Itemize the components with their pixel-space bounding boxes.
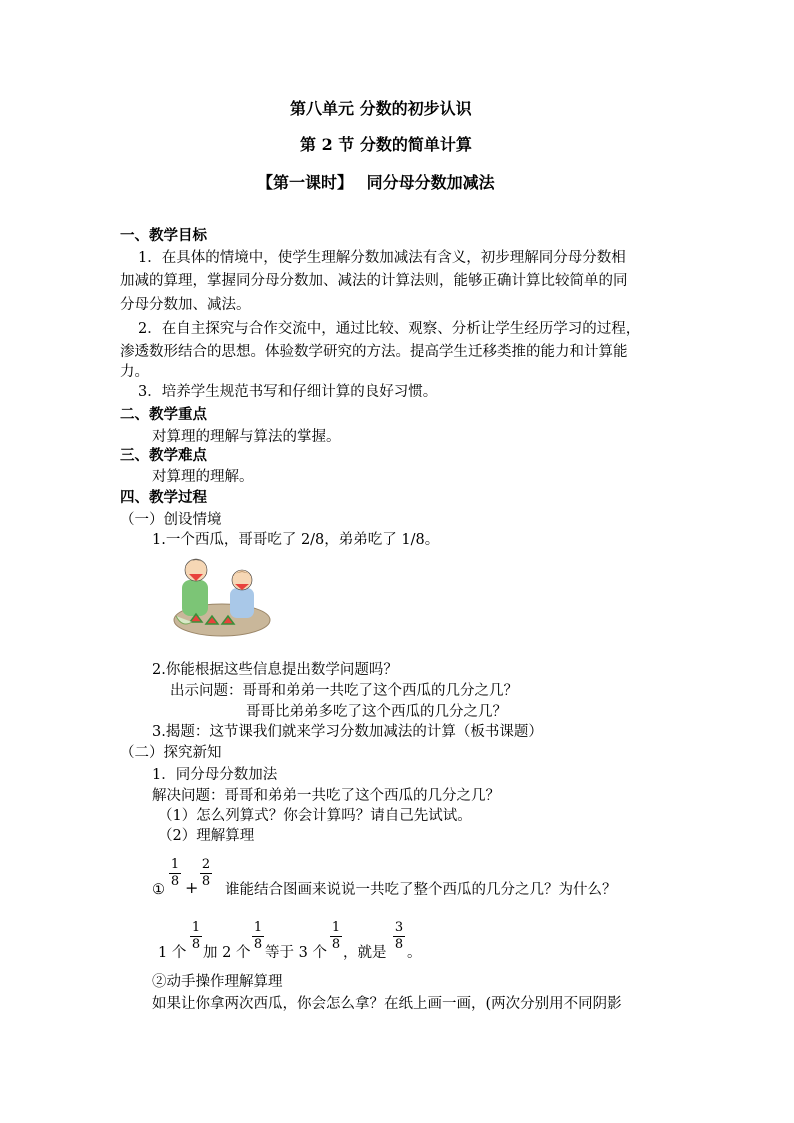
goal-1-line-2: 加减的算理，掌握同分母分数加、减法的计算法则，能够正确计算比较简单的同: [120, 273, 628, 289]
sum-fraction-4: $\frac{3}{8}$: [394, 920, 404, 952]
part-1-item-1: 1.一个西瓜，哥哥吃了 2/8，弟弟吃了 1/8。: [152, 532, 440, 548]
goal-3: 3．培养学生规范书写和仔细计算的良好习惯。: [138, 384, 438, 400]
unit-title: 第八单元 分数的初步认识: [290, 99, 472, 118]
circle-1-marker: ①: [152, 882, 165, 898]
sum-fraction-1: $\frac{1}{8}$: [191, 920, 201, 952]
goal-2-line-2: 渗透数形结合的思想。体验数学研究的方法。提高学生迁移类推的能力和计算能: [120, 344, 628, 360]
part-1-question-2: 哥哥比弟弟多吃了这个西瓜的几分之几？: [246, 704, 507, 720]
goal-2-line-1: 2．在自主探究与合作交流中，通过比较、观察、分析让学生经历学习的过程，: [138, 321, 641, 337]
circle-2-heading: ②动手操作理解算理: [152, 974, 283, 990]
sum-text-1: 1 个: [158, 945, 187, 961]
sum-fraction-2: $\frac{1}{8}$: [253, 920, 263, 952]
sum-text-5: 。: [407, 945, 422, 961]
part-2-sub-1: （1）怎么列算式？你会计算吗？请自己先试试。: [158, 808, 472, 824]
goal-1-line-1: 1．在具体的情境中，使学生理解分数加减法有含义，初步理解同分母分数相: [138, 250, 626, 266]
difficulty-heading: 三、教学难点: [120, 447, 207, 464]
last-line: 如果让你拿两次西瓜，你会怎么拿？在纸上画一画，(两次分别用不同阴影: [152, 996, 622, 1012]
sum-fraction-3: $\frac{1}{8}$: [331, 920, 341, 952]
key-points-heading: 二、教学重点: [120, 406, 207, 423]
difficulty-text: 对算理的理解。: [152, 469, 254, 485]
watermelon-illustration: [172, 548, 272, 638]
plus-sign: +: [185, 878, 199, 897]
sum-text-4: ，就是: [343, 945, 387, 961]
lesson-title: 【第一课时】 同分母分数加减法: [257, 173, 495, 192]
part-1-heading: （一）创设情境: [120, 512, 222, 528]
part-2-heading: （二）探究新知: [120, 745, 222, 761]
part-2-item-1: 1．同分母分数加法: [152, 767, 278, 783]
goal-2-line-3: 力。: [120, 364, 149, 380]
goal-1-line-3: 分母分数加、减法。: [120, 297, 251, 313]
goals-heading: 一、教学目标: [120, 227, 207, 244]
part-2-solve: 解决问题：哥哥和弟弟一共吃了这个西瓜的几分之几？: [152, 788, 500, 804]
section-title: 第 2 节 分数的简单计算: [300, 135, 472, 154]
key-points-text: 对算理的理解与算法的掌握。: [152, 429, 341, 445]
fraction-two-eighths: $\frac{2}{8}$: [201, 857, 211, 889]
sum-text-3: 等于 3 个: [265, 945, 327, 961]
process-heading: 四、教学过程: [120, 489, 207, 506]
part-1-item-3: 3.揭题：这节课我们就来学习分数加减法的计算（板书课题）: [152, 724, 543, 740]
fraction-one-eighth: $\frac{1}{8}$: [170, 857, 180, 889]
sum-text-2: 加 2 个: [203, 945, 251, 961]
part-1-item-2: 2.你能根据这些信息提出数学问题吗？: [152, 662, 398, 678]
circle-1-text: 谁能结合图画来说说一共吃了整个西瓜的几分之几？为什么？: [225, 882, 617, 898]
part-2-sub-2: （2）理解算理: [158, 828, 255, 844]
part-1-question-1: 出示问题：哥哥和弟弟一共吃了这个西瓜的几分之几？: [170, 683, 518, 699]
